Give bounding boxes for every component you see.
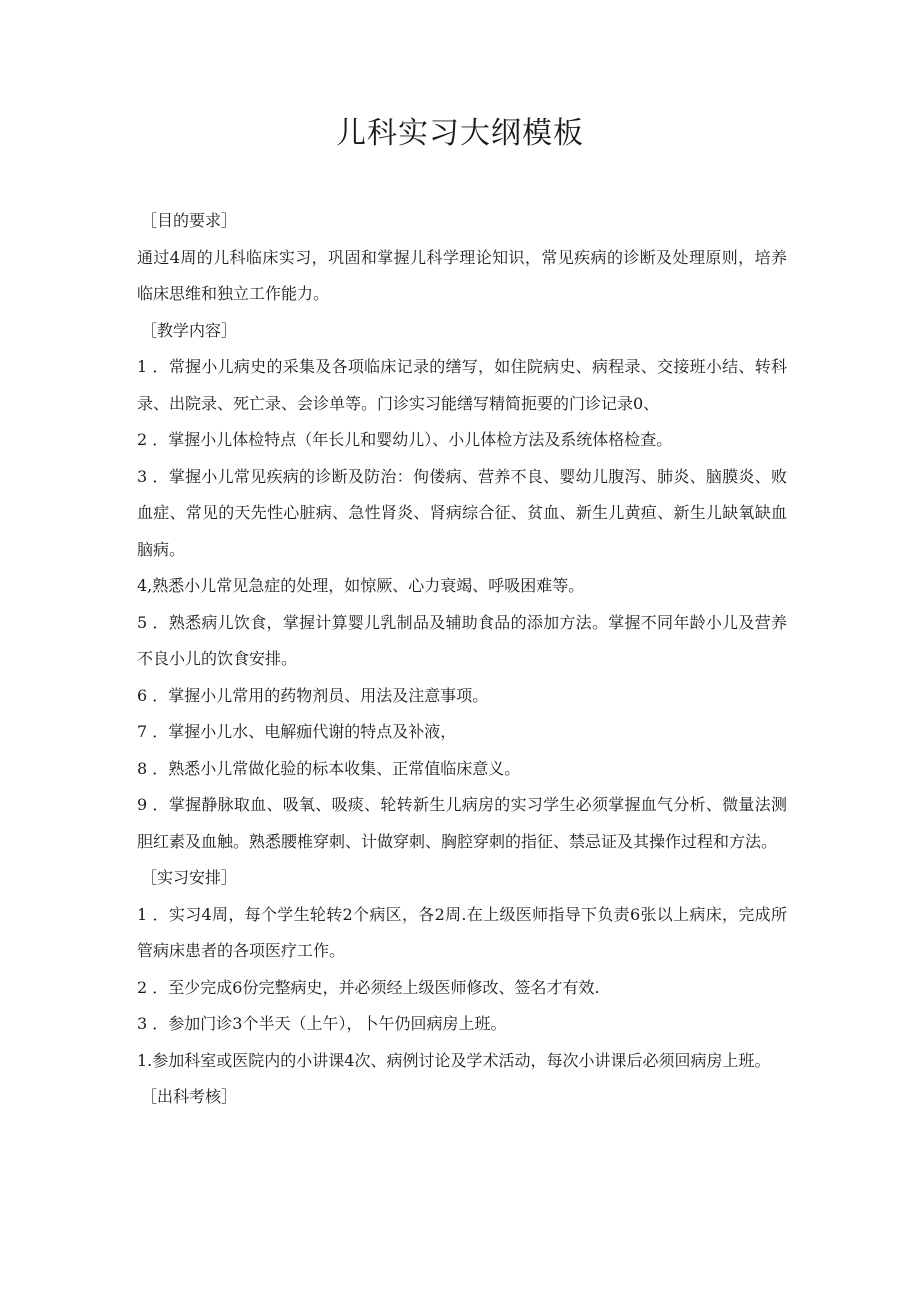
goal-paragraph: 通过4周的儿科临床实习，巩固和掌握儿科学理论知识，常见疾病的诊断及处理原则，培养临床思维和独立工作能力。 <box>137 247 787 303</box>
content-item-3: 3 ．掌握小儿常见疾病的诊断及防治：佝偻病、营养不良、婴幼儿腹泻、肺炎、脑膜炎、败血症、常见的天先性心脏病、急性肾炎、肾病综合征、贫血、新生儿黄疸、新生儿缺氧缺血脑病。 <box>137 466 787 559</box>
content-item-9: 9 ．掌握静脉取血、吸氧、吸痰、轮转新生儿病房的实习学生必须掌握血气分析、微量法测胆红素及血触。熟悉腰椎穿刺、计做穿刺、胸腔穿刺的指征、禁忌证及其操作过程和方法。 <box>137 795 787 851</box>
schedule-item-3: 3 ．参加门诊3个半天（上午），卜午仍回病房上班。 <box>137 1014 507 1033</box>
schedule-item-2: 2 ．至少完成6份完整病史，并必须经上级医师修改、签名才有效. <box>137 977 600 997</box>
content-item-1: 1 ．常握小儿病史的采集及各项临床记录的缮写，如住院病史、病程录、交接班小结、转科录、出院录、死亡录、会诊单等。门诊实习能缮写精简扼要的门诊记录0、 <box>137 357 787 413</box>
section-heading-goal: ［目的要求］ <box>141 211 238 230</box>
document-body <box>137 203 787 1116</box>
document-title: 儿科实习大纲模板 <box>336 116 584 151</box>
content-item-4: 4,熟悉小儿常见急症的处理，如惊厥、心力衰竭、呼吸困难等。 <box>137 576 585 595</box>
section-heading-schedule: ［实习安排］ <box>141 868 238 887</box>
content-item-2: 2 ．掌握小儿体检特点（年长儿和婴幼儿）、小儿体检方法及系统体格检查。 <box>137 430 673 449</box>
content-item-7: 7 ．掌握小儿水、电解痂代谢的特点及补液， <box>137 722 457 741</box>
section-heading-content: ［教学内容］ <box>141 320 238 340</box>
section-heading-exam: ［出科考核］ <box>141 1087 238 1106</box>
content-item-5: 5 ．熟悉病儿饮食，掌握计算婴儿乳制品及辅助食品的添加方法。掌握不同年龄小儿及营养不良小儿的饮食安排。 <box>137 612 787 668</box>
schedule-item-4: 1.参加科室或医院内的小讲课4次、病例讨论及学术活动，每次小讲课后必须回病房上班。 <box>137 1050 771 1070</box>
content-item-6: 6 ．掌握小儿常用的药物剂员、用法及注意事项。 <box>137 685 489 705</box>
schedule-item-1: 1 ．实习4周，每个学生轮转2个病区，各2周.在上级医师指导下负责6张以上病床，完成所管病床患者的各项医疗工作。 <box>137 904 787 960</box>
content-item-8: 8 ．熟悉小儿常做化验的标本收集、正常值临床意义。 <box>137 758 521 778</box>
